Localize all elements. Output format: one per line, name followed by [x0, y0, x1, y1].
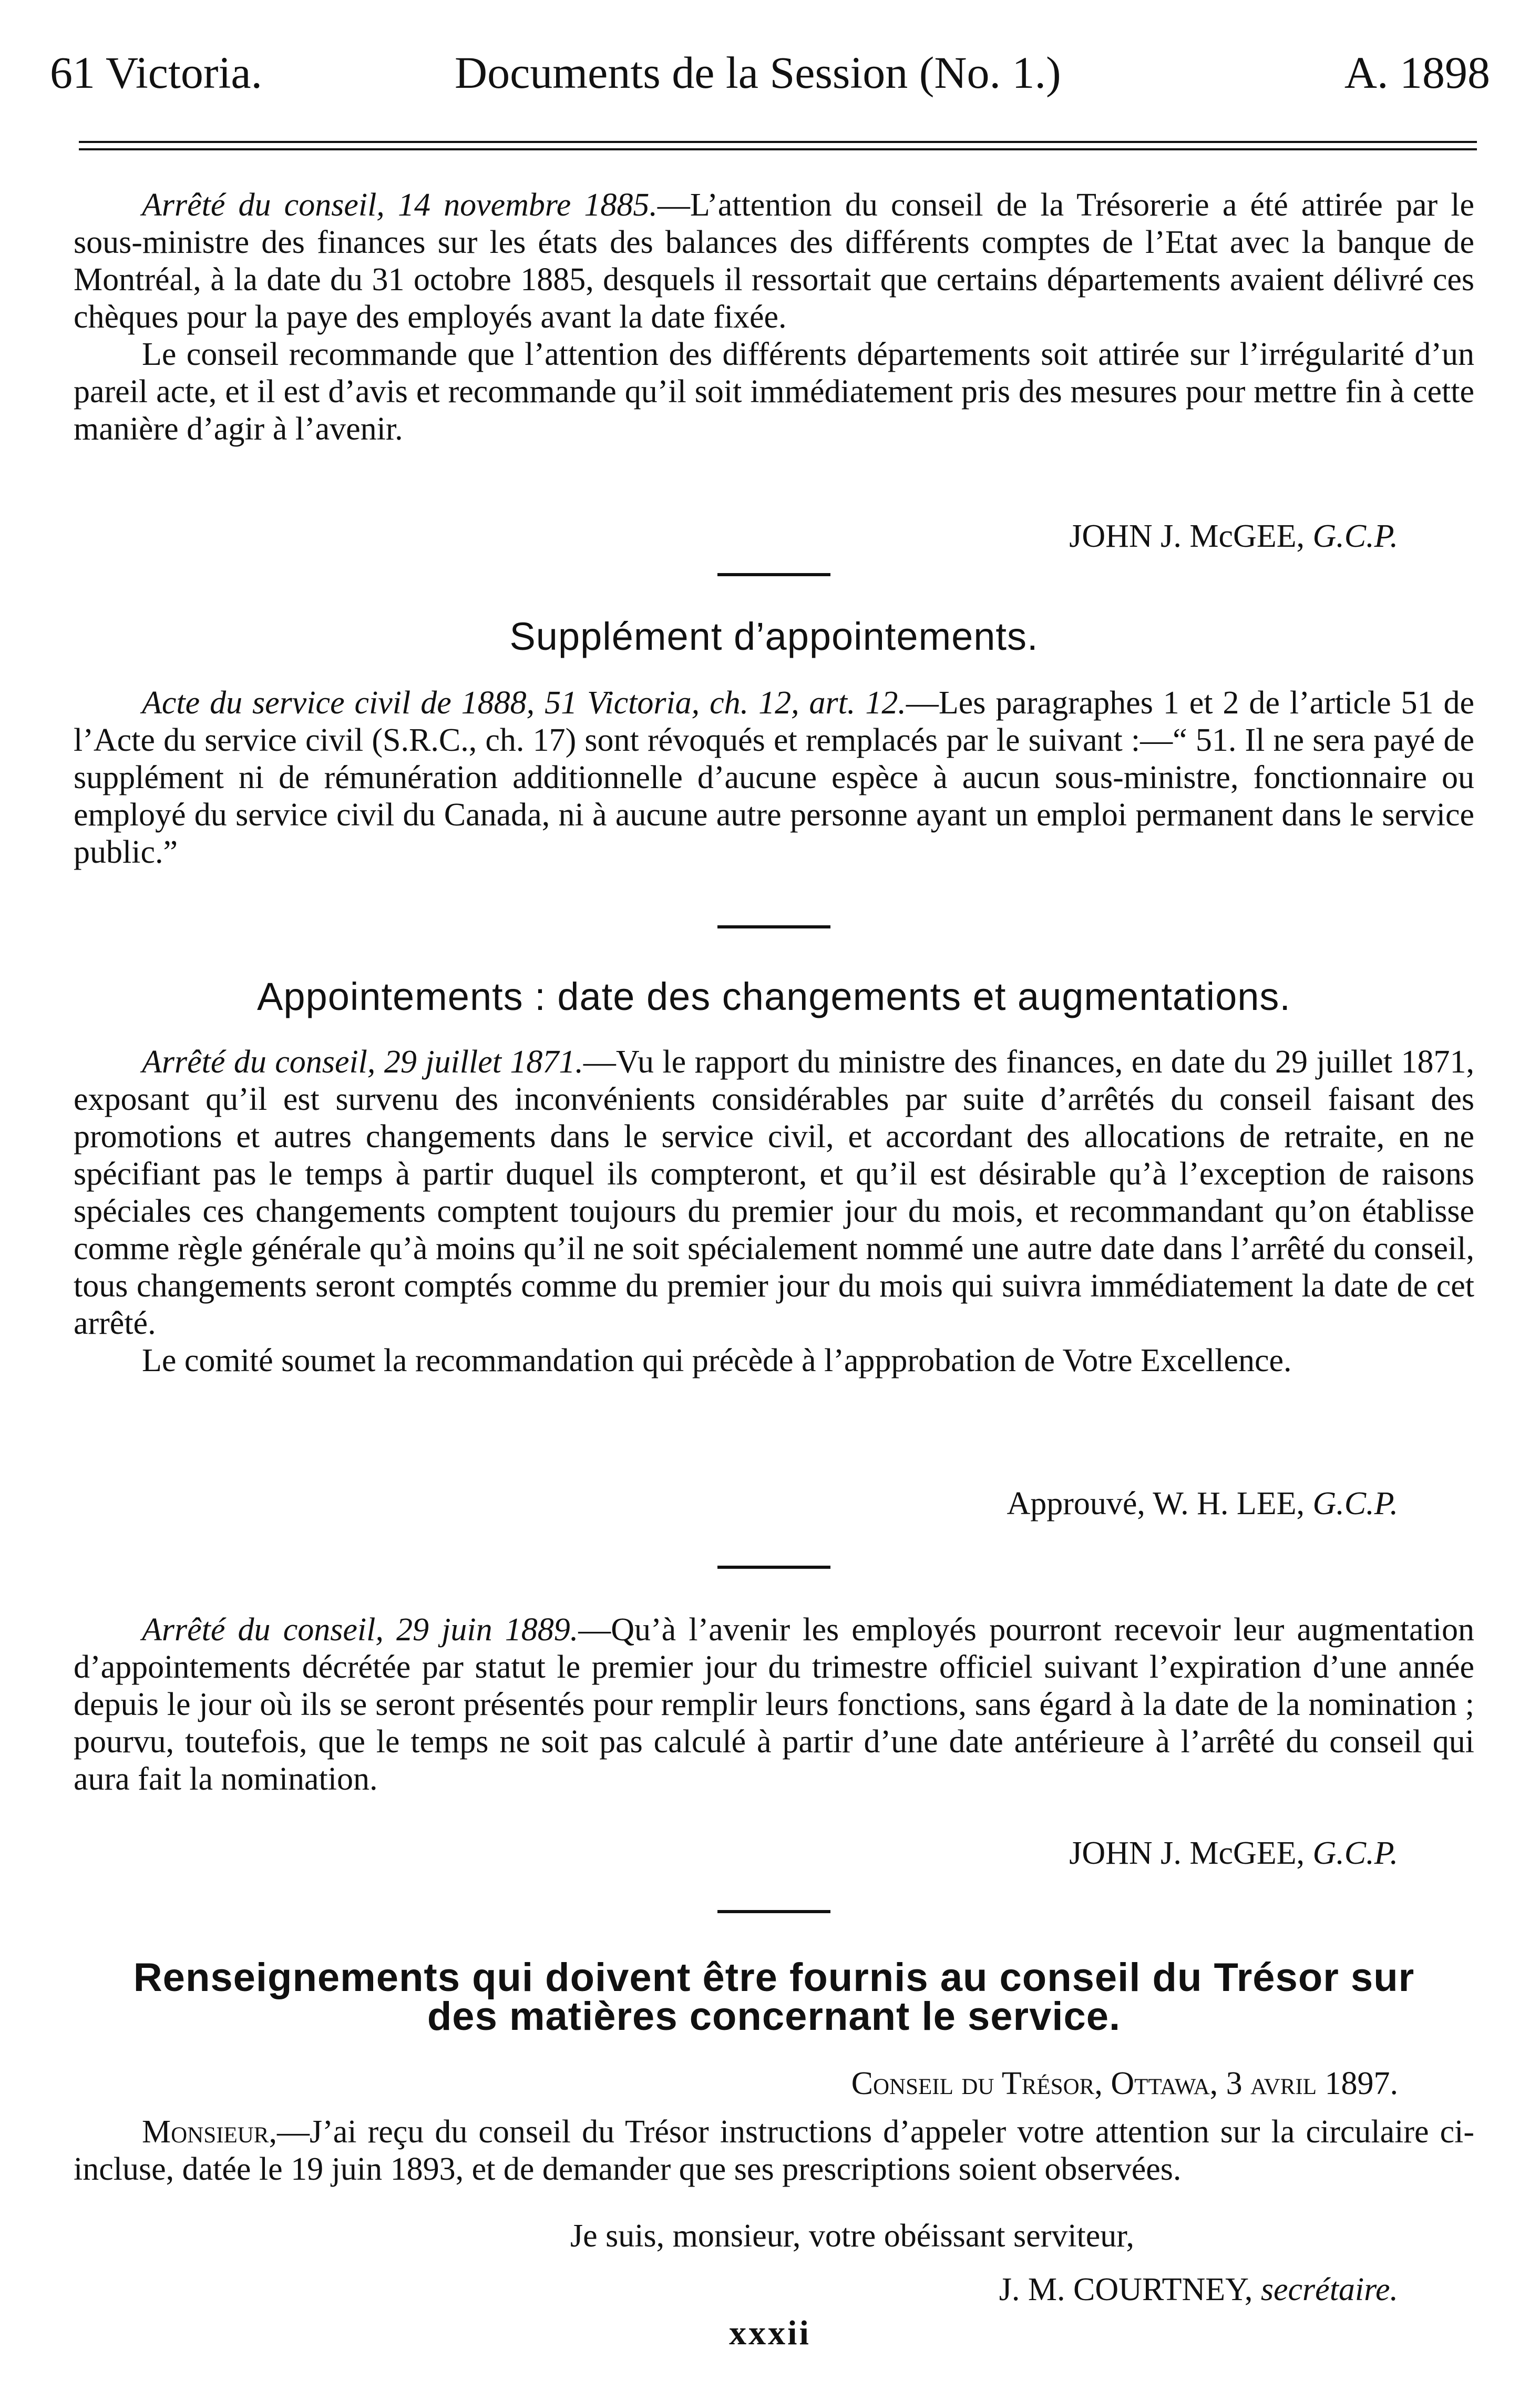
dateline: Conseil du Trésor, Ottawa, 3 avril 1897.: [851, 2066, 1398, 2101]
citation: Acte du service civil de 1888, 51 Victoria, ch. 12, art. 12.: [142, 685, 906, 721]
signature-title: G.C.P.: [1312, 1486, 1398, 1521]
paragraph-text: —Qu’à l’avenir les employés pourront recevoir leur augmentation d’appointements décrétée par statut le premier jour du trimestre officiel suivant l’expiration d’une année depuis le jour où ils se seront présentés pour remplir leurs fonctions, sans égard à la date de la nomination ; pourvu, toutefois, que le temps ne soit pas calculé à partir d’une date antérieure à l’arrêté du conseil qui aura fait la nomination.: [74, 1612, 1474, 1797]
paragraph: [74, 685, 1474, 871]
section-divider: [717, 1566, 830, 1569]
signature: [999, 2271, 1398, 2309]
section-heading: Appointements : date des changements et augmentations.: [257, 975, 1291, 1018]
salutation: Monsieur,: [142, 2114, 277, 2150]
section-heading-line: des matières concernant le service.: [427, 1994, 1121, 2039]
section-divider: [717, 925, 830, 928]
signature-name: JOHN J. McGEE,: [1069, 518, 1313, 554]
paragraph: [74, 187, 1474, 336]
paragraph: [74, 1611, 1474, 1798]
closing: Je suis, monsieur, votre obéissant serviteur,: [570, 2218, 1134, 2254]
header-rule-bottom: [79, 148, 1477, 150]
section-arrete-1871: [74, 1044, 1474, 1380]
signature-title: G.C.P.: [1312, 518, 1398, 554]
page-number: xxxii: [729, 2314, 811, 2352]
signature: [1007, 1485, 1398, 1523]
paragraph-text: —J’ai reçu du conseil du Trésor instructions d’appeler votre attention sur la circulaire ci-incluse, datée le 19 juin 1893, et de demander que ses prescriptions soient observées.: [74, 2114, 1474, 2187]
section-heading: Supplément d’appointements.: [509, 615, 1039, 658]
signature: [1069, 1835, 1398, 1872]
citation: Arrêté du conseil, 14 novembre 1885.: [142, 187, 658, 223]
signature-title: secrétaire.: [1260, 2272, 1398, 2307]
citation: Arrêté du conseil, 29 juin 1889.: [142, 1612, 579, 1648]
section-supplement: [74, 685, 1474, 871]
header-rule-top: [79, 141, 1477, 143]
paragraph: [74, 2113, 1474, 2188]
section-heading-line: Renseignements qui doivent être fournis au conseil du Trésor sur: [133, 1955, 1415, 2000]
running-header: [50, 46, 1490, 109]
paragraph: [74, 1044, 1474, 1342]
signature-name: J. M. COURTNEY,: [999, 2272, 1261, 2307]
header-right: A. 1898: [1344, 47, 1490, 98]
section-heading: [74, 1955, 1474, 2039]
paragraph: Le conseil recommande que l’attention des différents départements soit attirée sur l’irrégularité d’un pareil acte, et il est d’avis et recommande qu’il soit immédiatement pris des mesures pour mettre fin à cette manière d’agir à l’avenir.: [74, 336, 1474, 447]
signature: [1069, 518, 1398, 555]
paragraph-text: —Les paragraphes 1 et 2 de l’article 51 de l’Acte du service civil (S.R.C., ch. 17) sont révoqués et remplacés par le suivant :—“ 51. Il ne sera payé de supplément ni de rémunération additionnelle d’aucune espèce à aucun sous-ministre, fonctionnaire ou employé du service civil du Canada, ni à aucune autre personne ayant un emploi permanent dans le service public.”: [74, 685, 1475, 870]
section-arrete-1885: [74, 187, 1474, 448]
signature-name: JOHN J. McGEE,: [1069, 1835, 1313, 1871]
paragraph: Le comité soumet la recommandation qui précède à l’appprobation de Votre Excellence.: [142, 1343, 1292, 1378]
section-arrete-1889: [74, 1611, 1474, 1798]
paragraph-text: —L’attention du conseil de la Trésorerie a été attirée par le sous-ministre des finances sur les états des balances des différents comptes de l’Etat avec la banque de Montréal, à la date du 31 octobre 1885, desquels il ressortait que certains départements avaient délivré ces chèques pour la paye des employés avant la date fixée.: [74, 187, 1475, 335]
header-center: Documents de la Session (No. 1.): [455, 47, 1061, 98]
section-divider: [717, 1910, 830, 1913]
section-divider: [717, 573, 830, 576]
paragraph-text: —Vu le rapport du ministre des finances, en date du 29 juillet 1871, exposant qu’il est survenu des inconvénients considérables par suite d’arrêtés du conseil faisant des promotions et autres changements dans le service civil, et accordant des allocations de retraite, en ne spécifiant pas le temps à partir duquel ils compteront, et qu’il est désirable qu’à l’exception de raisons spéciales ces changements comptent toujours du premier jour du mois, et recommandant qu’on établisse comme règle générale qu’à moins qu’il ne soit spécialement nommé une autre date dans l’arrêté du conseil, tous changements seront comptés comme du premier jour du mois qui suivra immédiatement la date de cet arrêté.: [74, 1044, 1474, 1341]
header-left: 61 Victoria.: [50, 47, 263, 98]
section-letter: [74, 2113, 1474, 2188]
signature-title: G.C.P.: [1312, 1835, 1398, 1871]
citation: Arrêté du conseil, 29 juillet 1871.: [142, 1044, 583, 1080]
signature-name: Approuvé, W. H. LEE,: [1007, 1486, 1313, 1521]
